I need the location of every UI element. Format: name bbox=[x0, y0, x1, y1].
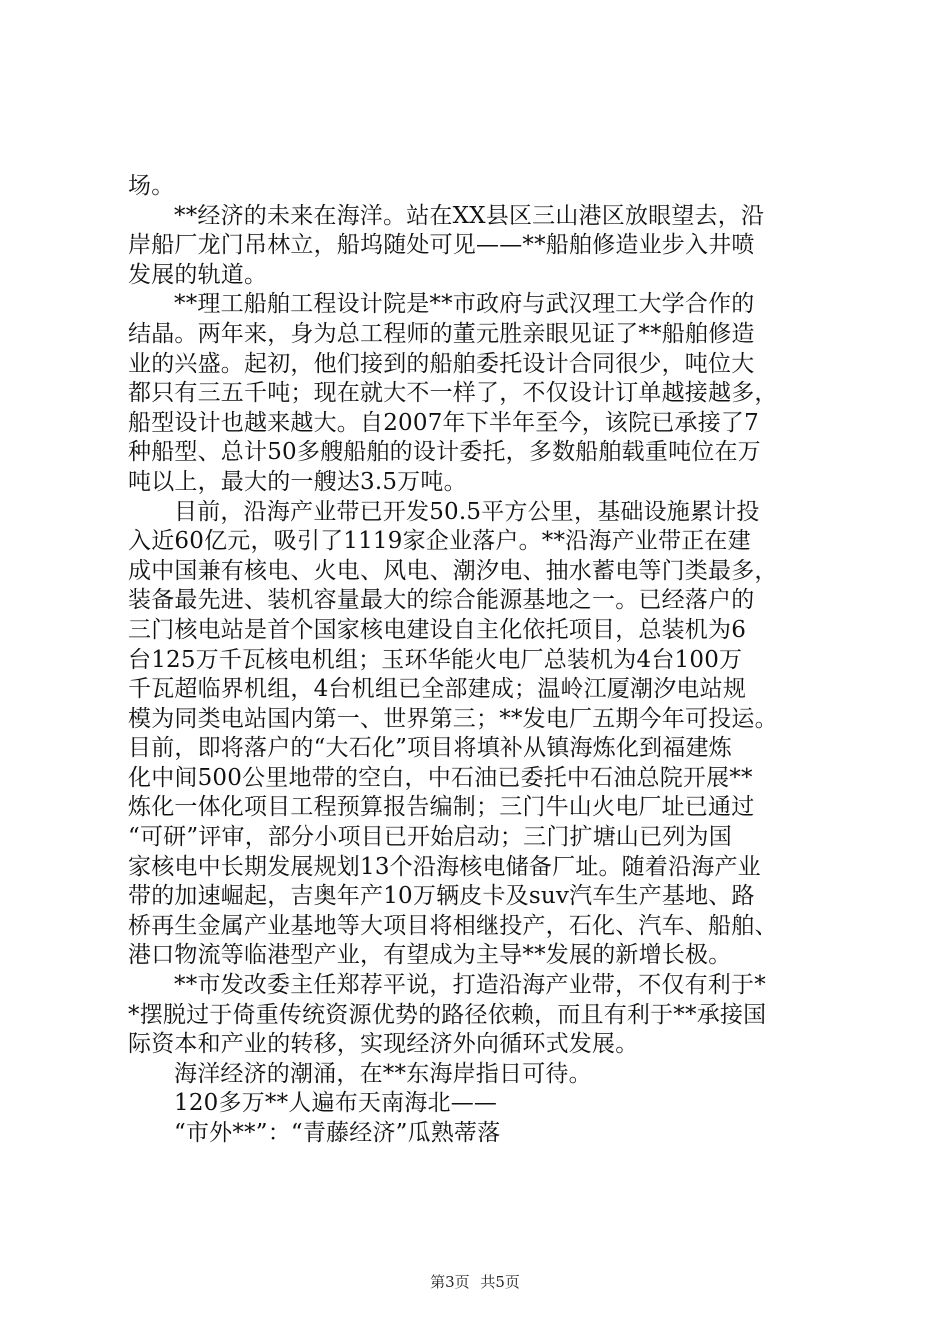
text-line: 都只有三五千吨；现在就大不一样了，不仅设计订单越接越多， bbox=[128, 380, 778, 407]
text-line: 台125万千瓦核电机组；玉环华能火电厂总装机为4台100万 bbox=[128, 646, 743, 673]
text-line: 结晶。两年来，身为总工程师的董元胜亲眼见证了**船舶修造 bbox=[128, 320, 755, 347]
text-line: **理工船舶工程设计院是**市政府与武汉理工大学合作的 bbox=[174, 291, 755, 318]
page-total: 共5页 bbox=[480, 1273, 520, 1291]
text-line: 入近60亿元，吸引了1119家企业落户。**沿海产业带正在建 bbox=[128, 528, 751, 555]
text-line: 目前，沿海产业带已开发50.5平方公里，基础设施累计投 bbox=[174, 498, 760, 525]
text-line: 家核电中长期发展规划13个沿海核电储备厂址。随着沿海产业 bbox=[128, 853, 761, 880]
text-line: 业的兴盛。起初，他们接到的船舶委托设计合同很少，吨位大 bbox=[128, 350, 755, 377]
text-line: 目前，即将落户的“大石化”项目将填补从镇海炼化到福建炼 bbox=[128, 735, 732, 762]
text-line: 吨以上，最大的一艘达3.5万吨。 bbox=[128, 468, 467, 495]
page-number: 第3页 bbox=[430, 1273, 470, 1291]
text-line: *摆脱过于倚重传统资源优势的路径依赖，而且有利于**承接国 bbox=[128, 1001, 767, 1028]
text-line: 港口物流等临港型产业，有望成为主导**发展的新增长极。 bbox=[128, 942, 732, 969]
page-footer bbox=[0, 1271, 950, 1292]
text-line: 海洋经济的潮涌，在**东海岸指日可待。 bbox=[174, 1060, 592, 1087]
text-line: 120多万**人遍布天南海北—— bbox=[174, 1090, 498, 1117]
text-line: 三门核电站是首个国家核电建设自主化依托项目，总装机为6 bbox=[128, 616, 747, 643]
text-line: 带的加速崛起，吉奥年产10万辆皮卡及suv汽车生产基地、路 bbox=[128, 883, 755, 910]
text-line: 发展的轨道。 bbox=[128, 261, 268, 288]
text-line: 岸船厂龙门吊林立，船坞随处可见——**船舶修造业步入井喷 bbox=[128, 232, 755, 259]
text-line: 模为同类电站国内第一、世界第三；**发电厂五期今年可投运。 bbox=[128, 705, 778, 732]
text-line: **经济的未来在海洋。站在XX县区三山港区放眼望去，沿 bbox=[174, 202, 765, 229]
text-line: “可研”评审，部分小项目已开始启动；三门扩塘山已列为国 bbox=[128, 824, 732, 851]
text-line: 场。 bbox=[128, 173, 175, 199]
text-line: 装备最先进、装机容量最大的综合能源基地之一。已经落户的 bbox=[128, 587, 755, 614]
text-line: 炼化一体化项目工程预算报告编制；三门牛山火电厂址已通过 bbox=[128, 794, 755, 821]
text-line: 种船型、总计50多艘船舶的设计委托，多数船舶载重吨位在万 bbox=[128, 439, 761, 466]
text-line: 船型设计也越来越大。自2007年下半年至今，该院已承接了7 bbox=[128, 409, 759, 436]
text-line: “市外**”：“青藤经济”瓜熟蒂落 bbox=[174, 1120, 501, 1146]
text-line: 化中间500公里地带的空白，中石油已委托中石油总院开展** bbox=[128, 764, 753, 791]
document-body bbox=[128, 172, 828, 1149]
text-line: 际资本和产业的转移，实现经济外向循环式发展。 bbox=[128, 1031, 639, 1058]
text-line: 千瓦超临界机组，4台机组已全部建成；温岭江厦潮汐电站规 bbox=[128, 676, 747, 703]
text-line: 成中国兼有核电、火电、风电、潮汐电、抽水蓄电等门类最多， bbox=[128, 557, 778, 584]
text-line: **市发改委主任郑荐平说，打造沿海产业带，不仅有利于* bbox=[174, 972, 766, 999]
text-line: 桥再生金属产业基地等大项目将相继投产，石化、汽车、船舶、 bbox=[128, 912, 778, 939]
